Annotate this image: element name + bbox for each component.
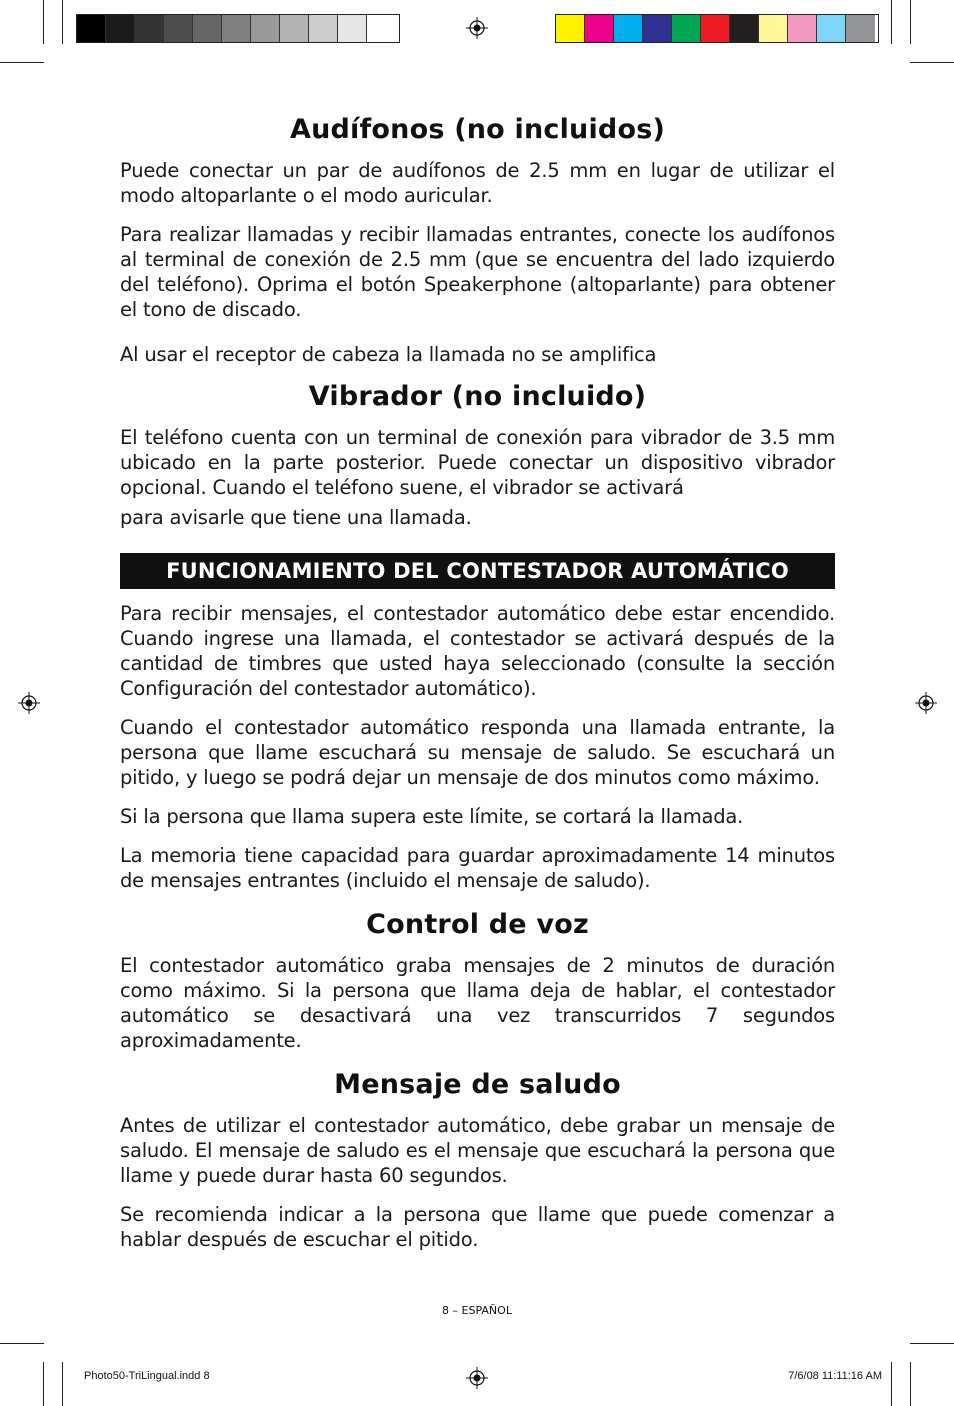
mensaje-paragraph-1: Antes de utilizar el contestador automático, debe grabar un mensaje de saludo. El mensaje de saludo es el mensaje que escuchará la persona que llame y puede durar hasta 60 segundos.: [120, 1114, 835, 1187]
color-swatch: [672, 15, 701, 42]
process-color-bar: [555, 14, 879, 43]
crop-mark: [910, 62, 954, 63]
crop-mark: [910, 1362, 911, 1406]
section-title-control: Control de voz: [366, 909, 589, 940]
crop-mark: [43, 0, 44, 44]
crop-mark: [62, 1362, 63, 1406]
crop-mark: [0, 1343, 44, 1344]
grayscale-color-bar: [76, 14, 400, 43]
audifonos-paragraph-3: Al usar el receptor de cabeza la llamada no se amplifica: [120, 343, 657, 366]
color-swatch: [817, 15, 846, 42]
crop-mark: [891, 0, 892, 44]
color-swatch: [193, 15, 222, 42]
funcionamiento-paragraph-3: Si la persona que llama supera este límite, se cortará la llamada.: [120, 805, 744, 828]
crop-mark: [0, 62, 44, 63]
color-swatch: [846, 15, 875, 42]
funcionamiento-paragraph-4: La memoria tiene capacidad para guardar aproximadamente 14 minutos de mensajes entrantes (incluido el mensaje de saludo).: [120, 844, 835, 892]
control-paragraph-1: El contestador automático graba mensajes de 2 minutos de duración como máximo. Si la persona que llama deja de hablar, el contestador automático se desactivará una vez transcurridos 7 segundos aproximadamente.: [120, 954, 835, 1052]
funcionamiento-paragraph-2: Cuando el contestador automático responda una llamada entrante, la persona que llame escuchará su mensaje de saludo. Se escuchará un pitido, y luego se podrá dejar un mensaje de dos minutos como máximo.: [120, 716, 835, 789]
registration-mark-icon: [915, 692, 937, 714]
color-swatch: [788, 15, 817, 42]
registration-mark-icon: [466, 17, 488, 39]
color-swatch: [164, 15, 193, 42]
section-title-audifonos: Audífonos (no incluidos): [289, 114, 666, 145]
color-swatch: [701, 15, 730, 42]
color-swatch: [280, 15, 309, 42]
vibrador-paragraph-2: para avisarle que tiene una llamada.: [120, 506, 472, 529]
page-number: 8 – ESPAÑOL: [442, 1304, 512, 1317]
color-swatch: [77, 15, 106, 42]
crop-mark: [910, 0, 911, 44]
color-swatch: [730, 15, 759, 42]
section-title-vibrador: Vibrador (no incluido): [308, 381, 647, 412]
color-swatch: [643, 15, 672, 42]
funcionamiento-paragraph-1: Para recibir mensajes, el contestador automático debe estar encendido. Cuando ingrese una llamada, el contestador se activará después de la cantidad de timbres que usted haya seleccionado (consulte la sección Configuración del contestador automático).: [120, 602, 835, 700]
color-swatch: [556, 15, 585, 42]
vibrador-paragraph-1: El teléfono cuenta con un terminal de conexión para vibrador de 3.5 mm ubicado en la parte posterior. Puede conectar un dispositivo vibrador opcional. Cuando el teléfono suene, el vibrador se activará: [120, 426, 835, 499]
crop-mark: [43, 1362, 44, 1406]
mensaje-paragraph-2: Se recomienda indicar a la persona que llame que puede comenzar a hablar después de escuchar el pitido.: [120, 1203, 835, 1251]
color-swatch: [222, 15, 251, 42]
registration-mark-icon: [466, 1367, 488, 1389]
color-swatch: [338, 15, 367, 42]
color-swatch: [106, 15, 135, 42]
crop-mark: [62, 0, 63, 44]
slug-timestamp: 7/6/08 11:11:16 AM: [788, 1370, 882, 1382]
color-swatch: [585, 15, 614, 42]
page-content: [120, 112, 835, 1252]
color-swatch: [251, 15, 280, 42]
audifonos-paragraph-1: Puede conectar un par de audífonos de 2.5 mm en lugar de utilizar el modo altoparlante o el modo auricular.: [120, 159, 835, 207]
color-swatch: [135, 15, 164, 42]
crop-mark: [910, 1343, 954, 1344]
color-swatch: [309, 15, 338, 42]
crop-mark: [891, 1362, 892, 1406]
section-title-mensaje: Mensaje de saludo: [334, 1069, 621, 1100]
section-banner-funcionamiento: FUNCIONAMIENTO DEL CONTESTADOR AUTOMÁTICO: [120, 553, 835, 589]
color-swatch: [614, 15, 643, 42]
color-swatch: [759, 15, 788, 42]
audifonos-paragraph-2: Para realizar llamadas y recibir llamadas entrantes, conecte los audífonos al terminal de conexión de 2.5 mm (que se encuentra del lado izquierdo del teléfono). Oprima el botón Speakerphone (altoparlante) para obtener el tono de discado.: [120, 223, 835, 321]
color-swatch: [367, 15, 396, 42]
slug-file-name: Photo50-TriLingual.indd 8: [84, 1370, 210, 1382]
registration-mark-icon: [18, 692, 40, 714]
